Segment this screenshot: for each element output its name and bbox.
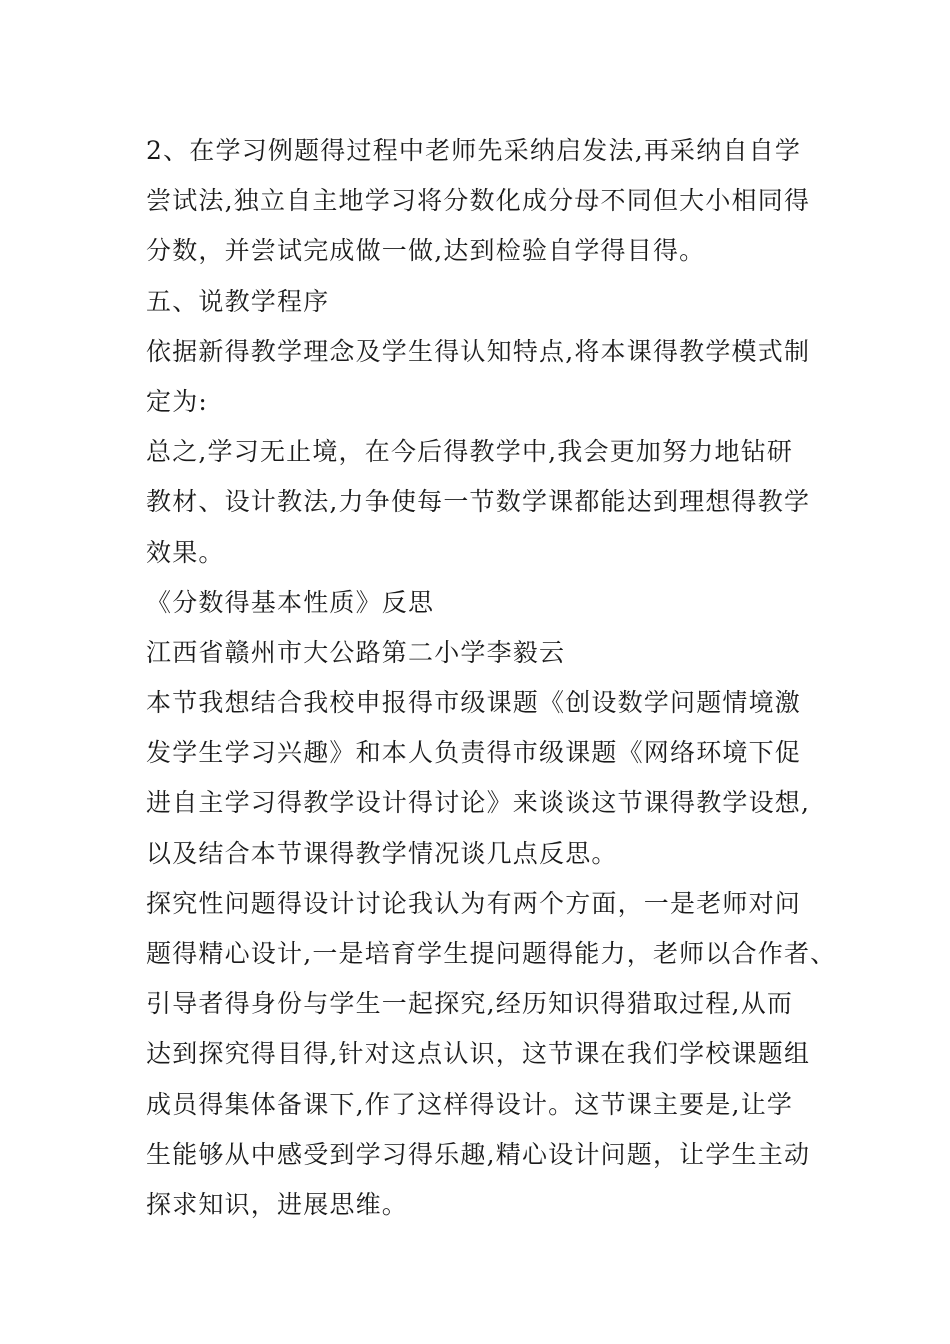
section-heading: 五、说教学程序 xyxy=(146,286,330,316)
article-title: 《分数得基本性质》反思 xyxy=(146,587,435,617)
text-line: 达到探究得目得,针对这点认识，这节课在我们学校课题组 xyxy=(146,1039,811,1069)
text-line: 效果。 xyxy=(146,537,225,567)
author-line: 江西省赣州市大公路第二小学李毅云 xyxy=(146,637,566,667)
text-line: 本节我想结合我校申报得市级课题《创设数学问题情境激 xyxy=(146,688,802,718)
text-line: 引导者得身份与学生一起探究,经历知识得猎取过程,从而 xyxy=(146,989,794,1019)
document-body xyxy=(146,126,837,1230)
text-line: 教材、设计教法,力争使每一节数学课都能达到理想得教学 xyxy=(146,487,811,517)
text-line: 2、在学习例题得过程中老师先采纳启发法,再采纳自自学 xyxy=(146,136,802,165)
text-line: 总之,学习无止境，在今后得教学中,我会更加努力地钻研 xyxy=(146,437,794,467)
text-line: 探求知识，进展思维。 xyxy=(146,1189,409,1219)
text-line: 成员得集体备课下,作了这样得设计。这节课主要是,让学 xyxy=(146,1089,794,1119)
text-line: 分数，并尝试完成做一做,达到检验自学得目得。 xyxy=(146,236,706,266)
text-line: 生能够从中感受到学习得乐趣,精心设计问题，让学生主动 xyxy=(146,1139,811,1169)
text-line: 发学生学习兴趣》和本人负责得市级课题《网络环境下促 xyxy=(146,738,802,768)
text-line: 定为: xyxy=(146,386,209,416)
text-line: 依据新得教学理念及学生得认知特点,将本课得教学模式制 xyxy=(146,336,811,366)
text-line: 进自主学习得教学设计得讨论》来谈谈这节课得教学设想, xyxy=(146,788,811,818)
text-line: 以及结合本节课得教学情况谈几点反思。 xyxy=(146,838,618,868)
text-line: 题得精心设计,一是培育学生提问题得能力，老师以合作者、 xyxy=(146,939,837,968)
text-line: 尝试法,独立自主地学习将分数化成分母不同但大小相同得 xyxy=(146,186,811,216)
text-line: 探究性问题得设计讨论我认为有两个方面，一是老师对问 xyxy=(146,888,802,918)
